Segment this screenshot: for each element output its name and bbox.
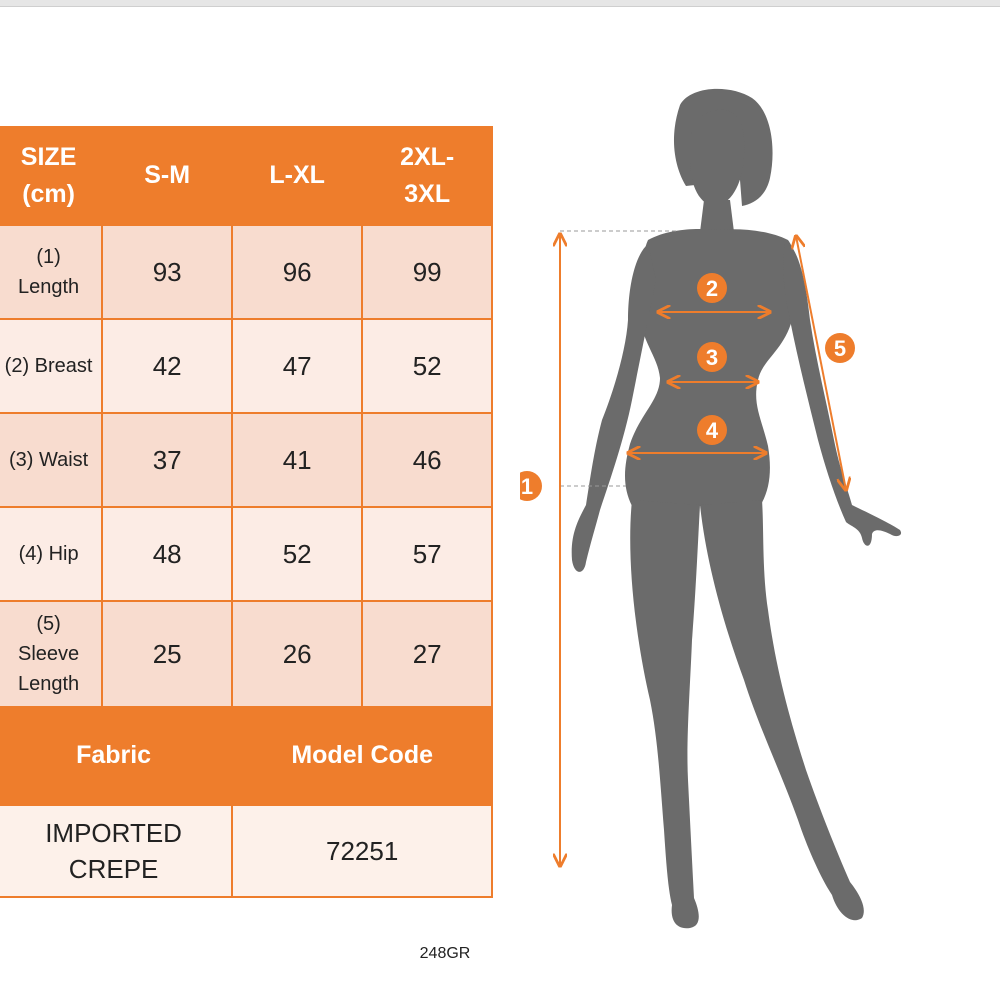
model-code-value: 72251	[232, 805, 492, 897]
table-cell: 26	[232, 601, 362, 707]
fabric-value: IMPORTED CREPE	[0, 805, 232, 897]
row-label: (1) Length	[0, 225, 102, 319]
svg-text:2: 2	[705, 276, 719, 301]
window-top-bar	[0, 0, 1000, 7]
table-cell: 96	[232, 225, 362, 319]
table-row	[0, 319, 492, 413]
measure-marker-5	[825, 333, 855, 363]
row-label: (3) Waist	[0, 413, 102, 507]
measure-marker-3	[697, 342, 727, 372]
size-header-cell: SIZE (cm)	[0, 127, 102, 225]
size-col-header: 2XL-3XL	[362, 127, 492, 225]
row-label: (4) Hip	[0, 507, 102, 601]
measure-marker-1	[520, 471, 542, 501]
measure-marker-2	[697, 273, 727, 303]
table-row	[0, 225, 492, 319]
fabric-header-row	[0, 707, 492, 805]
svg-text:1: 1	[520, 474, 534, 499]
svg-text:4: 4	[705, 418, 719, 443]
table-cell: 46	[362, 413, 492, 507]
table-cell: 47	[232, 319, 362, 413]
size-col-header: S-M	[102, 127, 232, 225]
table-cell: 48	[102, 507, 232, 601]
fabric-value-row	[0, 805, 492, 897]
table-cell: 52	[362, 319, 492, 413]
table-row	[0, 413, 492, 507]
size-header-row	[0, 127, 492, 225]
table-row	[0, 507, 492, 601]
size-col-header: L-XL	[232, 127, 362, 225]
product-code: 248GR	[419, 945, 471, 962]
svg-text:3: 3	[705, 345, 719, 370]
fabric-header: Fabric	[0, 707, 232, 805]
table-cell: 42	[102, 319, 232, 413]
table-cell: 93	[102, 225, 232, 319]
table-cell: 37	[102, 413, 232, 507]
size-chart-table	[0, 126, 493, 898]
measure-marker-4	[697, 415, 727, 445]
svg-text:5: 5	[833, 336, 847, 361]
table-row	[0, 601, 492, 707]
model-code-header: Model Code	[232, 707, 492, 805]
table-cell: 57	[362, 507, 492, 601]
table-cell: 25	[102, 601, 232, 707]
row-label: (2) Breast	[0, 319, 102, 413]
table-cell: 99	[362, 225, 492, 319]
woman-silhouette	[572, 89, 901, 928]
table-cell: 27	[362, 601, 492, 707]
table-cell: 52	[232, 507, 362, 601]
row-label: (5) Sleeve Length	[0, 601, 102, 707]
table-cell: 41	[232, 413, 362, 507]
body-measurement-figure	[520, 70, 920, 950]
